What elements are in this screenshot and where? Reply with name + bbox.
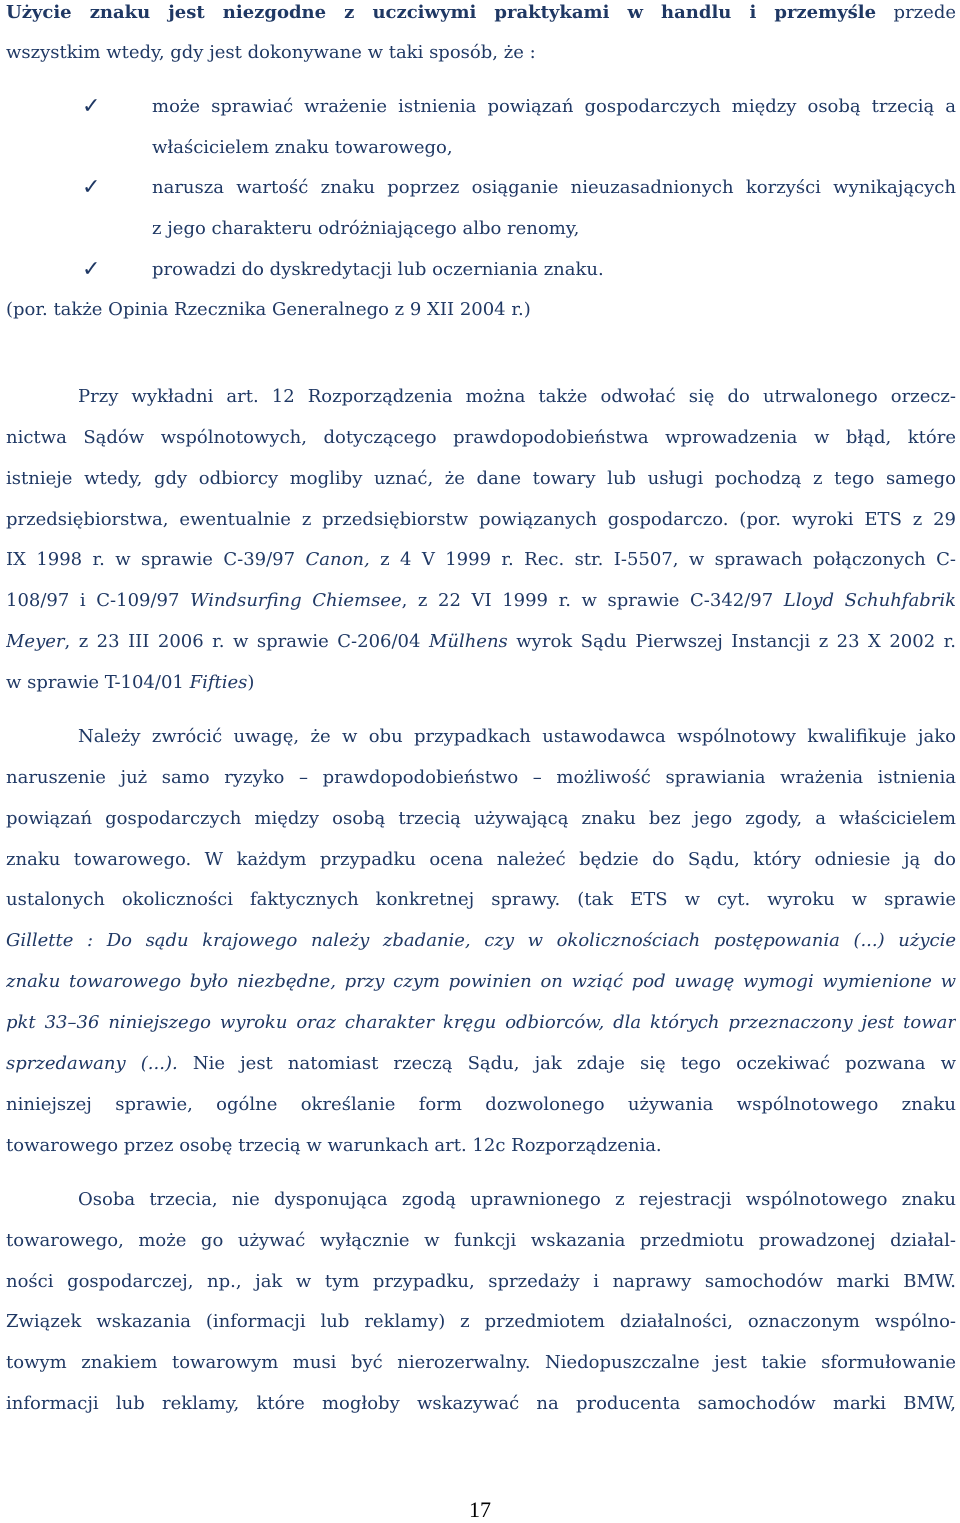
case-name: Canon,: [305, 549, 370, 570]
para2-line-9: [6, 1052, 956, 1076]
para2-line-3: powiązań gospodarczych między osobą trzecią używającą znaku bez jego zgody, a właścicielem: [6, 808, 956, 829]
bullet-2-line-2: z jego charakteru odróżniającego albo renomy,: [152, 218, 580, 239]
quote-end: sprzedawany (...).: [6, 1053, 178, 1074]
para1-text: 108/97 i C-109/97: [6, 590, 191, 611]
para2-line-1: Należy zwrócić uwagę, że w obu przypadkach ustawodawca wspólnotowy kwalifikuje jako: [78, 726, 956, 747]
para2-line-10: niniejszej sprawie, ogólne określanie form dozwolonego używania wspólnotowego znaku: [6, 1094, 956, 1115]
para1-text: z 4 V 1999 r. Rec. str. I-5507, w sprawach połączonych C-: [369, 549, 956, 570]
para3-line-5: towym znakiem towarowym musi być nierozerwalny. Niedopuszczalne jest takie sformułowanie: [6, 1352, 956, 1373]
para2-line-2: naruszenie już samo ryzyko – prawdopodobieństwo – możliwość sprawiania wrażenia istnienia: [6, 767, 956, 788]
para1-text: ): [247, 672, 255, 693]
intro-line-2: wszystkim wtedy, gdy jest dokonywane w taki sposób, że :: [6, 42, 536, 63]
para1-text: , z 23 III 2006 r. w sprawie C-206/04: [64, 631, 429, 652]
intro-line-1: [6, 1, 956, 25]
para3-line-3: ności gospodarczej, np., jak w tym przypadku, sprzedaży i naprawy samochodów marki BMW.: [6, 1271, 956, 1292]
para1-line-1: Przy wykładni art. 12 Rozporządzenia można także odwołać się do utrwalonego orzecz-: [78, 386, 956, 407]
intro-bold-text: Użycie znaku jest niezgodne z uczciwymi praktykami w handlu i przemyśle: [6, 2, 877, 23]
intro-rest-text: przede: [876, 2, 956, 23]
checkmark-icon: ✓: [82, 257, 101, 282]
bullet-1-line-1: może sprawiać wrażenie istnienia powiązań gospodarczych między osobą trzecią a: [152, 96, 956, 117]
case-name: Lloyd Schuhfabrik: [783, 590, 956, 611]
reference-note: (por. także Opinia Rzecznika Generalnego z 9 XII 2004 r.): [6, 299, 531, 320]
bullet-3-line-1: prowadzi do dyskredytacji lub oczerniania znaku.: [152, 259, 604, 280]
para3-line-4: Związek wskazania (informacji lub reklamy) z przedmiotem działalności, oznaczonym wspólno-: [6, 1311, 956, 1332]
para2-line-6-quote: Gillette : Do sądu krajowego należy zbadanie, czy w okolicznościach postępowania (...) użycie: [6, 930, 956, 951]
para1-text: , z 22 VI 1999 r. w sprawie C-342/97: [401, 590, 784, 611]
para2-line-4: znaku towarowego. W każdym przypadku ocena należeć będzie do Sądu, który odniesie ją do: [6, 849, 956, 870]
case-name: Meyer: [6, 631, 65, 652]
para2-text: Nie jest natomiast rzeczą Sądu, jak zdaje się tego oczekiwać pozwana w: [177, 1053, 956, 1074]
para1-line-3: istnieje wtedy, gdy odbiorcy mogliby uznać, że dane towary lub usługi pochodzą z tego samego: [6, 468, 956, 489]
bullet-1-line-2: właścicielem znaku towarowego,: [152, 137, 453, 158]
para3-line-6: informacji lub reklamy, które mogłoby wskazywać na producenta samochodów marki BMW,: [6, 1393, 956, 1414]
case-name: Windsurfing Chiemsee: [190, 590, 402, 611]
para1-line-2: nictwa Sądów wspólnotowych, dotyczącego prawdopodobieństwa wprowadzenia w błąd, które: [6, 427, 956, 448]
para1-line-4: przedsiębiorstwa, ewentualnie z przedsiębiorstw powiązanych gospodarczo. (por. wyroki ETS z 29: [6, 509, 956, 530]
para1-line-6: [6, 589, 956, 613]
checkmark-icon: ✓: [82, 175, 101, 200]
para1-line-8: [6, 671, 956, 695]
para1-text: IX 1998 r. w sprawie C-39/97: [6, 549, 306, 570]
bullet-2-line-1: narusza wartość znaku poprzez osiąganie nieuzasadnionych korzyści wynikających: [152, 177, 956, 198]
para3-line-1: Osoba trzecia, nie dysponująca zgodą uprawnionego z rejestracji wspólnotowego znaku: [78, 1189, 956, 1210]
case-name: Fifties: [189, 672, 248, 693]
para2-line-8-quote: pkt 33–36 niniejszego wyroku oraz charakter kręgu odbiorców, dla których przeznaczony jest towar: [6, 1012, 956, 1033]
para2-line-5: ustalonych okoliczności faktycznych konkretnej sprawy. (tak ETS w cyt. wyroku w sprawie: [6, 889, 956, 910]
case-name: Mülhens: [428, 631, 508, 652]
para2-line-7-quote: znaku towarowego było niezbędne, przy czym powinien on wziąć pod uwagę wymogi wymienione w: [6, 971, 956, 992]
para1-line-7: [6, 630, 956, 654]
page-number: 17: [469, 1497, 491, 1522]
para3-line-2: towarowego, może go używać wyłącznie w funkcji wskazania przedmiotu prowadzonej działal-: [6, 1230, 956, 1251]
para2-line-11: towarowego przez osobę trzecią w warunkach art. 12c Rozporządzenia.: [6, 1135, 662, 1156]
para1-text: w sprawie T-104/01: [6, 672, 190, 693]
para1-text: wyrok Sądu Pierwszej Instancji z 23 X 2002 r.: [507, 631, 956, 652]
para1-line-5: [6, 548, 956, 572]
checkmark-icon: ✓: [82, 94, 101, 119]
